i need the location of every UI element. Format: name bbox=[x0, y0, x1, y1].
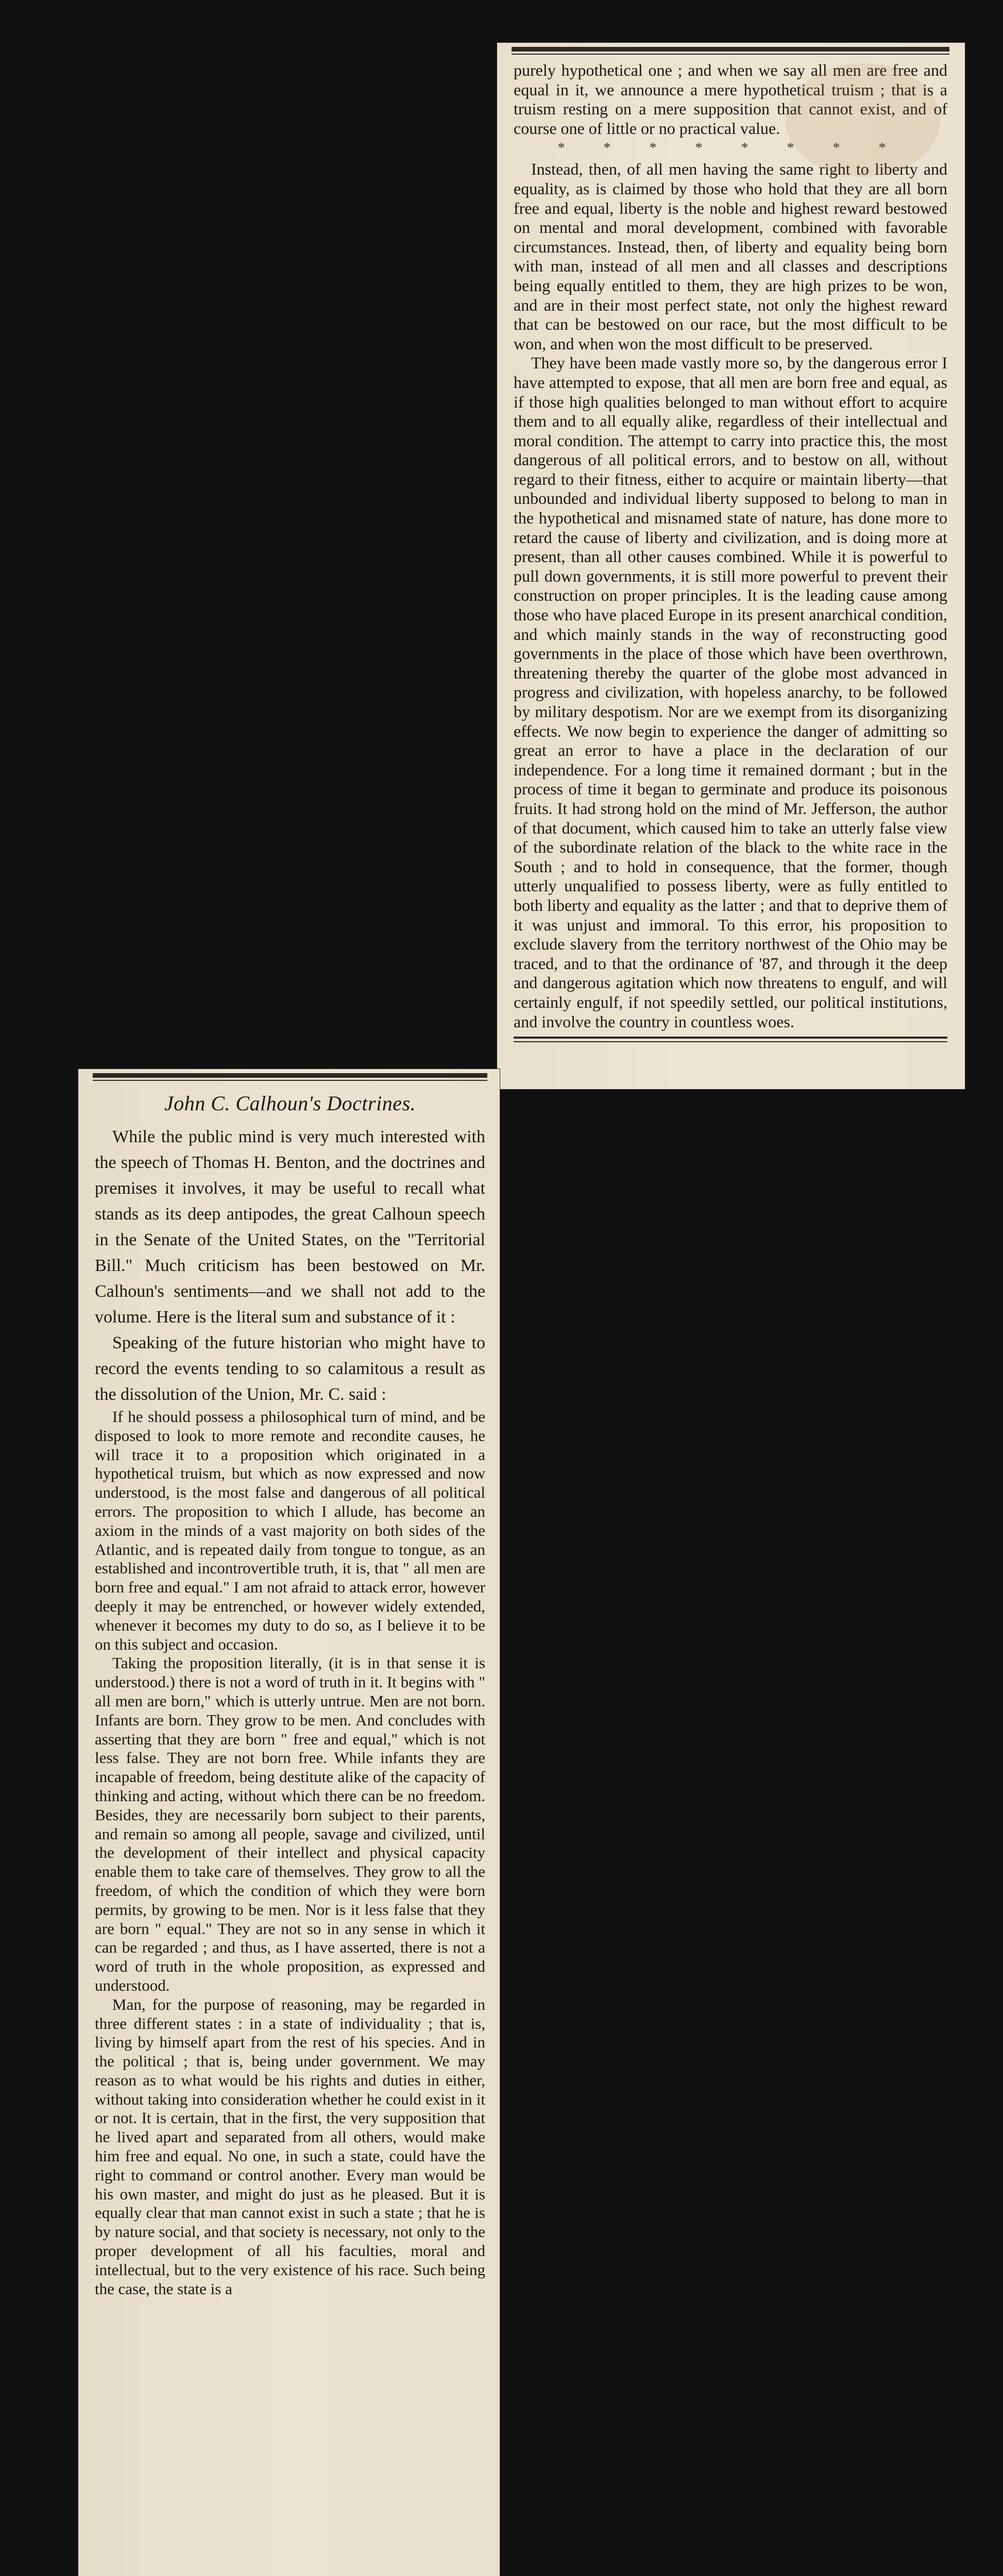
left-paragraph-3: Man, for the purpose of reasoning, may be regarded in three different states : in a state of individuality ; that is, living by himself apart from the rest of his species. And in the political ; that is, being under government. We may reason as to what would be his rights and duties in either, without taking into consideration whether he could exist in it or not. It is certain, that in the first, the very supposition that he lived apart and separated from all others, would make him free and equal. No one, in such a state, could have the right to command or control another. Every man would be his own master, and might do just as he pleased. But it is equally clear that man cannot exist in such a state ; that he is by nature social, and that society is necessary, not only to the proper development of all his faculties, moral and intellectual, but to the very existence of his race. Such being the case, the state is a bbox=[95, 1995, 485, 2298]
right-paragraph-2: Instead, then, of all men having the same right to liberty and equality, as is claimed by those who hold that they are all born free and equal, liberty is the noble and highest reward bestowed on mental and moral development, combined with favorable circumstances. Instead, then, of liberty and equality being born with man, instead of all men and all classes and descriptions being equally entitled to them, they are high prizes to be won, and are in their most perfect state, not only the highest reward that can be bestowed on our race, but the most difficult to be won, and when won the most difficult to be preserved. bbox=[514, 160, 947, 353]
right-paragraph-1: purely hypothetical one ; and when we say all men are free and equal in it, we announce a mere hypothetical truism ; that is a truism resting on a mere supposition that cannot exist, and of course one of little or no practical value. bbox=[514, 61, 947, 138]
lead-paragraph-2: Speaking of the future historian who might have to record the events tending to so calamitous a result as the dissolution of the Union, Mr. C. said : bbox=[95, 1333, 485, 1404]
left-paragraph-2: Taking the proposition literally, (it is in that sense it is understood.) there is not a word of truth in it. It begins with " all men are born," which is utterly untrue. Men are not born. Infants are born. They grow to be men. And concludes with asserting that they are born " free and equal," which is not less false. They are not born free. While infants they are incapable of freedom, being destitute alike of the capacity of thinking and acting, without which there can be no freedom. Besides, they are necessarily born subject to their parents, and remain so among all people, savage and civilized, until the development of their intellect and physical capacity enable them to take care of themselves. They grow to all the freedom, of which the condition of which they were born permits, by growing to be men. Nor is it less false that they are born " equal." They are not so in any sense in which it can be regarded ; and thus, as I have asserted, there is not a word of truth in the whole proposition, as expressed and understood. bbox=[95, 1654, 485, 1994]
lead-paragraph-1: While the public mind is very much interested with the speech of Thomas H. Benton, and the doctrines and premises it involves, it may be useful to recall what stands as its deep antipodes, the great Calhoun speech in the Senate of the United States, on the "Territorial Bill." Much criticism has been bestowed on Mr. Calhoun's sentiments—and we shall not add to the volume. Here is the literal sum and substance of it : bbox=[95, 1127, 485, 1327]
clipping-left-column bbox=[78, 1069, 500, 2576]
clipping-right-column bbox=[497, 43, 965, 1089]
bottom-rule bbox=[514, 1037, 947, 1039]
top-rules bbox=[93, 1073, 487, 1081]
bottom-rule-thin bbox=[514, 1041, 947, 1042]
asterisk-divider: * * * * * * * * bbox=[557, 140, 904, 157]
left-paragraph-1: If he should possess a philosophical turn of mind, and be disposed to look to more remote and recondite causes, he will trace it to a proposition which originated in a hypothetical truism, but which as now expressed and now understood, is the most false and dangerous of all political errors. The proposition to which I allude, has become an axiom in the minds of a vast majority on both sides of the Atlantic, and is repeated daily from tongue to tongue, as an established and incontrovertible truth, it is, that " all men are born free and equal." I am not afraid to attack error, however deeply it may be entrenched, or however widely extended, whenever it becomes my duty to do so, as I believe it to be on this subject and occasion. bbox=[95, 1408, 485, 1653]
rule-thin bbox=[512, 54, 949, 55]
rule-thick bbox=[93, 1073, 487, 1078]
right-paragraph-3: They have been made vastly more so, by the dangerous error I have attempted to expose, that all men are born free and equal, as if those high qualities belonged to man without effort to acquire them and to all equally alike, regardless of their intellectual and moral condition. The attempt to carry into practice this, the most dangerous of all political errors, and to bestow on all, without regard to their fitness, either to acquire or maintain liberty—that unbounded and individual liberty supposed to belong to man in the hypothetical and misnamed state of nature, has done more to retard the cause of liberty and civilization, and is doing more at present, than all other causes combined. While it is powerful to pull down governments, it is still more powerful to prevent their construction on proper principles. It is the leading cause among those who have placed Europe in its present anarchical condition, and which mainly stands in the way of reconstructing good governments in the place of those which have been overthrown, threatening thereby the quarter of the globe most advanced in progress and civilization, with hopeless anarchy, to be followed by military despotism. Nor are we exempt from its disorganizing effects. We now begin to experience the danger of admitting so great an error to have a place in the declaration of our independence. For a long time it remained dormant ; but in the process of time it began to germinate and produce its poisonous fruits. It had strong hold on the mind of Mr. Jefferson, the author of that document, which caused him to take an utterly false view of the subordinate relation of the black to the white race in the South ; and to hold in consequence, that the former, though utterly unqualified to possess liberty, were as fully entitled to both liberty and equality as the latter ; and that to deprive them of it was unjust and immoral. To this error, his proposition to exclude slavery from the territory northwest of the Ohio may be traced, and to that the ordinance of '87, and through it the deep and dangerous agitation which now threatens to engulf, and will certainly engulf, if not speedily settled, our political institutions, and involve the country in countless woes. bbox=[514, 353, 947, 1031]
rule-thick bbox=[512, 47, 949, 52]
article-title: John C. Calhoun's Doctrines. bbox=[164, 1092, 416, 1115]
top-rules bbox=[512, 47, 949, 55]
rule-thin bbox=[93, 1080, 487, 1081]
